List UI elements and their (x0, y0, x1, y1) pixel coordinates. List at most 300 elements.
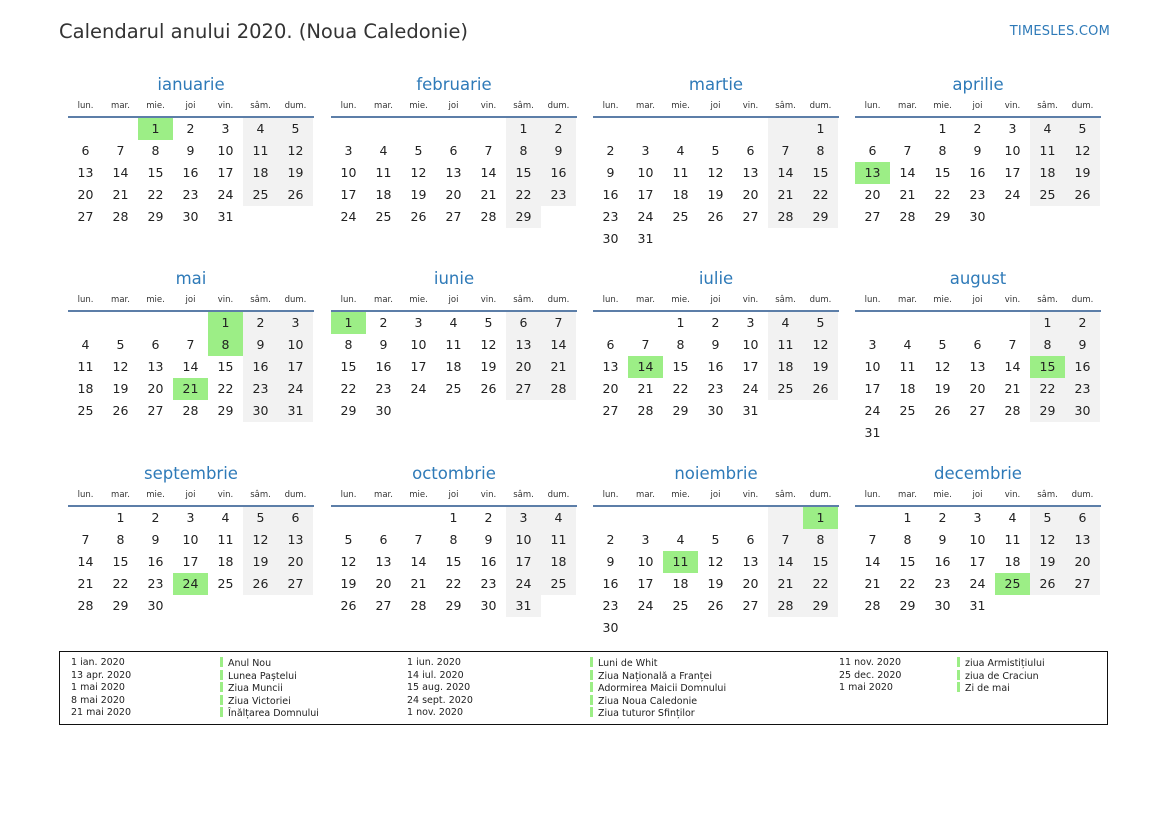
day-cell[interactable]: 24 (742, 381, 759, 396)
day-cell[interactable]: 14 (541, 334, 576, 356)
day-cell[interactable]: 4 (243, 118, 278, 140)
day-cell[interactable]: 26 (1065, 184, 1100, 206)
day-cell[interactable]: 5 (803, 312, 838, 334)
day-cell[interactable]: 9 (151, 532, 160, 547)
day-cell[interactable]: 5 (1065, 118, 1100, 140)
day-cell[interactable]: 10 (864, 359, 881, 374)
day-cell[interactable]: 27 (742, 598, 759, 613)
day-cell[interactable]: 3 (344, 143, 353, 158)
day-cell[interactable]: 22 (1030, 378, 1065, 400)
day-cell[interactable]: 4 (81, 337, 90, 352)
day-cell[interactable]: 30 (243, 400, 278, 422)
day-cell[interactable]: 6 (81, 143, 90, 158)
day-cell[interactable]: 11 (77, 359, 94, 374)
day-cell[interactable]: 20 (445, 187, 462, 202)
day-cell[interactable]: 18 (243, 162, 278, 184)
day-cell[interactable]: 23 (602, 209, 619, 224)
day-cell[interactable]: 12 (340, 554, 357, 569)
day-cell[interactable]: 3 (641, 143, 650, 158)
day-cell[interactable]: 25 (672, 598, 689, 613)
day-cell[interactable]: 20 (1065, 551, 1100, 573)
day-cell[interactable]: 21 (768, 184, 803, 206)
day-cell[interactable]: 18 (77, 381, 94, 396)
day-cell[interactable]: 13 (1065, 529, 1100, 551)
day-cell[interactable]: 21 (899, 187, 916, 202)
day-cell[interactable]: 12 (278, 140, 313, 162)
holiday-day-cell[interactable]: 15 (1030, 356, 1065, 378)
day-cell[interactable]: 29 (147, 209, 164, 224)
day-cell[interactable]: 16 (375, 359, 392, 374)
day-cell[interactable]: 8 (938, 143, 947, 158)
day-cell[interactable]: 8 (116, 532, 125, 547)
day-cell[interactable]: 20 (742, 576, 759, 591)
day-cell[interactable]: 23 (243, 378, 278, 400)
day-cell[interactable]: 19 (934, 381, 951, 396)
day-cell[interactable]: 23 (707, 381, 724, 396)
day-cell[interactable]: 25 (541, 573, 576, 595)
day-cell[interactable]: 3 (1008, 121, 1017, 136)
day-cell[interactable]: 27 (506, 378, 541, 400)
day-cell[interactable]: 27 (864, 209, 881, 224)
day-cell[interactable]: 10 (742, 337, 759, 352)
day-cell[interactable]: 7 (868, 532, 877, 547)
day-cell[interactable]: 13 (602, 359, 619, 374)
day-cell[interactable]: 25 (77, 403, 94, 418)
day-cell[interactable]: 26 (243, 573, 278, 595)
day-cell[interactable]: 20 (506, 356, 541, 378)
day-cell[interactable]: 15 (803, 551, 838, 573)
day-cell[interactable]: 14 (899, 165, 916, 180)
day-cell[interactable]: 26 (410, 209, 427, 224)
day-cell[interactable]: 2 (379, 315, 388, 330)
day-cell[interactable]: 15 (147, 165, 164, 180)
day-cell[interactable]: 4 (379, 143, 388, 158)
day-cell[interactable]: 1 (803, 118, 838, 140)
day-cell[interactable]: 22 (340, 381, 357, 396)
day-cell[interactable]: 31 (969, 598, 986, 613)
day-cell[interactable]: 10 (1004, 143, 1021, 158)
day-cell[interactable]: 28 (182, 403, 199, 418)
day-cell[interactable]: 18 (672, 187, 689, 202)
day-cell[interactable]: 1 (903, 510, 912, 525)
day-cell[interactable]: 30 (969, 209, 986, 224)
day-cell[interactable]: 21 (541, 356, 576, 378)
day-cell[interactable]: 25 (899, 403, 916, 418)
day-cell[interactable]: 1 (938, 121, 947, 136)
day-cell[interactable]: 3 (868, 337, 877, 352)
day-cell[interactable]: 2 (606, 143, 615, 158)
day-cell[interactable]: 29 (934, 209, 951, 224)
day-cell[interactable]: 22 (445, 576, 462, 591)
day-cell[interactable]: 8 (803, 140, 838, 162)
day-cell[interactable]: 30 (375, 403, 392, 418)
day-cell[interactable]: 17 (340, 187, 357, 202)
day-cell[interactable]: 31 (278, 400, 313, 422)
day-cell[interactable]: 15 (217, 359, 234, 374)
day-cell[interactable]: 1 (506, 118, 541, 140)
day-cell[interactable]: 9 (1065, 334, 1100, 356)
day-cell[interactable]: 30 (934, 598, 951, 613)
day-cell[interactable]: 18 (672, 576, 689, 591)
day-cell[interactable]: 8 (903, 532, 912, 547)
day-cell[interactable]: 27 (742, 209, 759, 224)
day-cell[interactable]: 30 (480, 598, 497, 613)
day-cell[interactable]: 11 (1004, 532, 1021, 547)
day-cell[interactable]: 20 (147, 381, 164, 396)
day-cell[interactable]: 23 (602, 598, 619, 613)
day-cell[interactable]: 10 (278, 334, 313, 356)
day-cell[interactable]: 10 (217, 143, 234, 158)
day-cell[interactable]: 30 (602, 620, 619, 635)
day-cell[interactable]: 19 (1030, 551, 1065, 573)
day-cell[interactable]: 8 (506, 140, 541, 162)
day-cell[interactable]: 26 (278, 184, 313, 206)
day-cell[interactable]: 19 (1065, 162, 1100, 184)
day-cell[interactable]: 27 (77, 209, 94, 224)
day-cell[interactable]: 11 (243, 140, 278, 162)
day-cell[interactable]: 22 (147, 187, 164, 202)
day-cell[interactable]: 17 (217, 165, 234, 180)
day-cell[interactable]: 9 (379, 337, 388, 352)
day-cell[interactable]: 27 (969, 403, 986, 418)
day-cell[interactable]: 7 (1008, 337, 1017, 352)
day-cell[interactable]: 19 (340, 576, 357, 591)
day-cell[interactable]: 12 (707, 165, 724, 180)
day-cell[interactable]: 11 (899, 359, 916, 374)
day-cell[interactable]: 25 (1030, 184, 1065, 206)
day-cell[interactable]: 15 (672, 359, 689, 374)
day-cell[interactable]: 28 (541, 378, 576, 400)
day-cell[interactable]: 15 (445, 554, 462, 569)
day-cell[interactable]: 30 (147, 598, 164, 613)
day-cell[interactable]: 12 (243, 529, 278, 551)
day-cell[interactable]: 25 (768, 378, 803, 400)
day-cell[interactable]: 3 (641, 532, 650, 547)
day-cell[interactable]: 1 (116, 510, 125, 525)
day-cell[interactable]: 16 (707, 359, 724, 374)
day-cell[interactable]: 2 (541, 118, 576, 140)
day-cell[interactable]: 26 (1030, 573, 1065, 595)
day-cell[interactable]: 21 (77, 576, 94, 591)
day-cell[interactable]: 23 (1065, 378, 1100, 400)
day-cell[interactable]: 8 (676, 337, 685, 352)
day-cell[interactable]: 8 (344, 337, 353, 352)
day-cell[interactable]: 17 (637, 576, 654, 591)
day-cell[interactable]: 12 (1065, 140, 1100, 162)
day-cell[interactable]: 5 (278, 118, 313, 140)
day-cell[interactable]: 17 (637, 187, 654, 202)
day-cell[interactable]: 7 (541, 312, 576, 334)
day-cell[interactable]: 4 (768, 312, 803, 334)
day-cell[interactable]: 16 (480, 554, 497, 569)
day-cell[interactable]: 14 (480, 165, 497, 180)
day-cell[interactable]: 10 (340, 165, 357, 180)
holiday-day-cell[interactable]: 1 (208, 312, 243, 334)
day-cell[interactable]: 2 (711, 315, 720, 330)
day-cell[interactable]: 26 (340, 598, 357, 613)
day-cell[interactable]: 27 (147, 403, 164, 418)
day-cell[interactable]: 20 (278, 551, 313, 573)
day-cell[interactable]: 22 (803, 573, 838, 595)
day-cell[interactable]: 28 (768, 595, 803, 617)
day-cell[interactable]: 2 (186, 121, 195, 136)
day-cell[interactable]: 6 (868, 143, 877, 158)
day-cell[interactable]: 24 (864, 403, 881, 418)
holiday-day-cell[interactable]: 11 (663, 551, 698, 573)
day-cell[interactable]: 8 (151, 143, 160, 158)
day-cell[interactable]: 3 (973, 510, 982, 525)
day-cell[interactable]: 15 (340, 359, 357, 374)
day-cell[interactable]: 29 (112, 598, 129, 613)
day-cell[interactable]: 1 (1030, 312, 1065, 334)
day-cell[interactable]: 13 (742, 165, 759, 180)
day-cell[interactable]: 11 (541, 529, 576, 551)
day-cell[interactable]: 31 (637, 231, 654, 246)
day-cell[interactable]: 23 (969, 187, 986, 202)
day-cell[interactable]: 26 (480, 381, 497, 396)
day-cell[interactable]: 8 (1030, 334, 1065, 356)
holiday-day-cell[interactable]: 21 (173, 378, 208, 400)
day-cell[interactable]: 31 (742, 403, 759, 418)
day-cell[interactable]: 16 (243, 356, 278, 378)
day-cell[interactable]: 6 (506, 312, 541, 334)
day-cell[interactable]: 9 (484, 532, 493, 547)
day-cell[interactable]: 7 (641, 337, 650, 352)
day-cell[interactable]: 2 (243, 312, 278, 334)
day-cell[interactable]: 5 (484, 315, 493, 330)
day-cell[interactable]: 29 (1030, 400, 1065, 422)
day-cell[interactable]: 6 (746, 143, 755, 158)
day-cell[interactable]: 18 (445, 359, 462, 374)
day-cell[interactable]: 8 (449, 532, 458, 547)
day-cell[interactable]: 25 (445, 381, 462, 396)
day-cell[interactable]: 11 (672, 165, 689, 180)
day-cell[interactable]: 11 (768, 334, 803, 356)
holiday-day-cell[interactable]: 1 (138, 118, 173, 140)
day-cell[interactable]: 12 (410, 165, 427, 180)
day-cell[interactable]: 22 (899, 576, 916, 591)
day-cell[interactable]: 24 (217, 187, 234, 202)
day-cell[interactable]: 4 (1008, 510, 1017, 525)
day-cell[interactable]: 11 (445, 337, 462, 352)
day-cell[interactable]: 22 (112, 576, 129, 591)
day-cell[interactable]: 22 (934, 187, 951, 202)
day-cell[interactable]: 9 (938, 532, 947, 547)
day-cell[interactable]: 31 (217, 209, 234, 224)
day-cell[interactable]: 24 (1004, 187, 1021, 202)
day-cell[interactable]: 3 (746, 315, 755, 330)
day-cell[interactable]: 28 (410, 598, 427, 613)
day-cell[interactable]: 9 (973, 143, 982, 158)
holiday-day-cell[interactable]: 1 (803, 507, 838, 529)
day-cell[interactable]: 28 (1004, 403, 1021, 418)
day-cell[interactable]: 12 (1030, 529, 1065, 551)
day-cell[interactable]: 4 (1030, 118, 1065, 140)
day-cell[interactable]: 11 (375, 165, 392, 180)
day-cell[interactable]: 24 (278, 378, 313, 400)
day-cell[interactable]: 7 (484, 143, 493, 158)
day-cell[interactable]: 24 (637, 598, 654, 613)
day-cell[interactable]: 13 (445, 165, 462, 180)
holiday-day-cell[interactable]: 13 (855, 162, 890, 184)
day-cell[interactable]: 6 (278, 507, 313, 529)
day-cell[interactable]: 19 (112, 381, 129, 396)
day-cell[interactable]: 28 (77, 598, 94, 613)
day-cell[interactable]: 5 (711, 143, 720, 158)
day-cell[interactable]: 3 (186, 510, 195, 525)
day-cell[interactable]: 5 (1030, 507, 1065, 529)
day-cell[interactable]: 24 (340, 209, 357, 224)
day-cell[interactable]: 29 (217, 403, 234, 418)
day-cell[interactable]: 21 (112, 187, 129, 202)
day-cell[interactable]: 17 (1004, 165, 1021, 180)
day-cell[interactable]: 9 (606, 554, 615, 569)
holiday-day-cell[interactable]: 8 (208, 334, 243, 356)
holiday-day-cell[interactable]: 1 (331, 312, 366, 334)
day-cell[interactable]: 1 (449, 510, 458, 525)
day-cell[interactable]: 27 (278, 573, 313, 595)
day-cell[interactable]: 6 (449, 143, 458, 158)
day-cell[interactable]: 19 (243, 551, 278, 573)
day-cell[interactable]: 9 (186, 143, 195, 158)
day-cell[interactable]: 18 (375, 187, 392, 202)
day-cell[interactable]: 23 (375, 381, 392, 396)
day-cell[interactable]: 26 (803, 378, 838, 400)
day-cell[interactable]: 27 (602, 403, 619, 418)
day-cell[interactable]: 10 (637, 165, 654, 180)
day-cell[interactable]: 5 (414, 143, 423, 158)
day-cell[interactable]: 29 (803, 206, 838, 228)
day-cell[interactable]: 15 (112, 554, 129, 569)
day-cell[interactable]: 8 (803, 529, 838, 551)
day-cell[interactable]: 25 (375, 209, 392, 224)
day-cell[interactable]: 14 (410, 554, 427, 569)
day-cell[interactable]: 31 (864, 425, 881, 440)
day-cell[interactable]: 26 (112, 403, 129, 418)
day-cell[interactable]: 29 (899, 598, 916, 613)
brand-link[interactable]: TIMESLES.COM (1009, 24, 1110, 39)
day-cell[interactable]: 1 (676, 315, 685, 330)
day-cell[interactable]: 5 (711, 532, 720, 547)
day-cell[interactable]: 20 (969, 381, 986, 396)
day-cell[interactable]: 16 (541, 162, 576, 184)
day-cell[interactable]: 30 (707, 403, 724, 418)
day-cell[interactable]: 30 (182, 209, 199, 224)
day-cell[interactable]: 23 (541, 184, 576, 206)
day-cell[interactable]: 17 (410, 359, 427, 374)
day-cell[interactable]: 20 (77, 187, 94, 202)
day-cell[interactable]: 5 (243, 507, 278, 529)
day-cell[interactable]: 6 (606, 337, 615, 352)
day-cell[interactable]: 22 (803, 184, 838, 206)
day-cell[interactable]: 23 (147, 576, 164, 591)
day-cell[interactable]: 13 (77, 165, 94, 180)
day-cell[interactable]: 10 (969, 532, 986, 547)
day-cell[interactable]: 6 (746, 532, 755, 547)
day-cell[interactable]: 2 (484, 510, 493, 525)
day-cell[interactable]: 6 (151, 337, 160, 352)
day-cell[interactable]: 18 (1030, 162, 1065, 184)
day-cell[interactable]: 13 (147, 359, 164, 374)
day-cell[interactable]: 31 (506, 595, 541, 617)
day-cell[interactable]: 9 (711, 337, 720, 352)
day-cell[interactable]: 3 (506, 507, 541, 529)
day-cell[interactable]: 11 (1030, 140, 1065, 162)
day-cell[interactable]: 2 (973, 121, 982, 136)
day-cell[interactable]: 30 (1065, 400, 1100, 422)
day-cell[interactable]: 15 (803, 162, 838, 184)
day-cell[interactable]: 28 (112, 209, 129, 224)
day-cell[interactable]: 14 (77, 554, 94, 569)
day-cell[interactable]: 18 (899, 381, 916, 396)
day-cell[interactable]: 4 (449, 315, 458, 330)
day-cell[interactable]: 12 (112, 359, 129, 374)
day-cell[interactable]: 17 (278, 356, 313, 378)
day-cell[interactable]: 16 (602, 576, 619, 591)
day-cell[interactable]: 16 (934, 554, 951, 569)
day-cell[interactable]: 26 (707, 209, 724, 224)
day-cell[interactable]: 28 (864, 598, 881, 613)
day-cell[interactable]: 27 (445, 209, 462, 224)
day-cell[interactable]: 13 (375, 554, 392, 569)
holiday-day-cell[interactable]: 14 (628, 356, 663, 378)
day-cell[interactable]: 23 (480, 576, 497, 591)
holiday-day-cell[interactable]: 24 (173, 573, 208, 595)
day-cell[interactable]: 2 (606, 532, 615, 547)
day-cell[interactable]: 7 (768, 140, 803, 162)
day-cell[interactable]: 24 (506, 573, 541, 595)
day-cell[interactable]: 7 (903, 143, 912, 158)
day-cell[interactable]: 23 (182, 187, 199, 202)
day-cell[interactable]: 19 (803, 356, 838, 378)
day-cell[interactable]: 5 (116, 337, 125, 352)
day-cell[interactable]: 19 (480, 359, 497, 374)
day-cell[interactable]: 16 (602, 187, 619, 202)
day-cell[interactable]: 14 (768, 162, 803, 184)
day-cell[interactable]: 19 (707, 187, 724, 202)
day-cell[interactable]: 24 (410, 381, 427, 396)
day-cell[interactable]: 11 (217, 532, 234, 547)
day-cell[interactable]: 10 (410, 337, 427, 352)
day-cell[interactable]: 7 (186, 337, 195, 352)
day-cell[interactable]: 24 (969, 576, 986, 591)
day-cell[interactable]: 28 (768, 206, 803, 228)
day-cell[interactable]: 7 (768, 529, 803, 551)
day-cell[interactable]: 16 (969, 165, 986, 180)
day-cell[interactable]: 6 (973, 337, 982, 352)
day-cell[interactable]: 9 (243, 334, 278, 356)
day-cell[interactable]: 22 (217, 381, 234, 396)
day-cell[interactable]: 16 (182, 165, 199, 180)
day-cell[interactable]: 4 (676, 532, 685, 547)
day-cell[interactable]: 10 (506, 529, 541, 551)
day-cell[interactable]: 3 (414, 315, 423, 330)
day-cell[interactable]: 25 (217, 576, 234, 591)
day-cell[interactable]: 14 (864, 554, 881, 569)
day-cell[interactable]: 3 (221, 121, 230, 136)
day-cell[interactable]: 16 (1065, 356, 1100, 378)
day-cell[interactable]: 19 (707, 576, 724, 591)
day-cell[interactable]: 6 (379, 532, 388, 547)
day-cell[interactable]: 17 (864, 381, 881, 396)
day-cell[interactable]: 26 (707, 598, 724, 613)
day-cell[interactable]: 20 (742, 187, 759, 202)
day-cell[interactable]: 21 (1004, 381, 1021, 396)
day-cell[interactable]: 17 (182, 554, 199, 569)
day-cell[interactable]: 18 (541, 551, 576, 573)
day-cell[interactable]: 4 (221, 510, 230, 525)
day-cell[interactable]: 12 (803, 334, 838, 356)
